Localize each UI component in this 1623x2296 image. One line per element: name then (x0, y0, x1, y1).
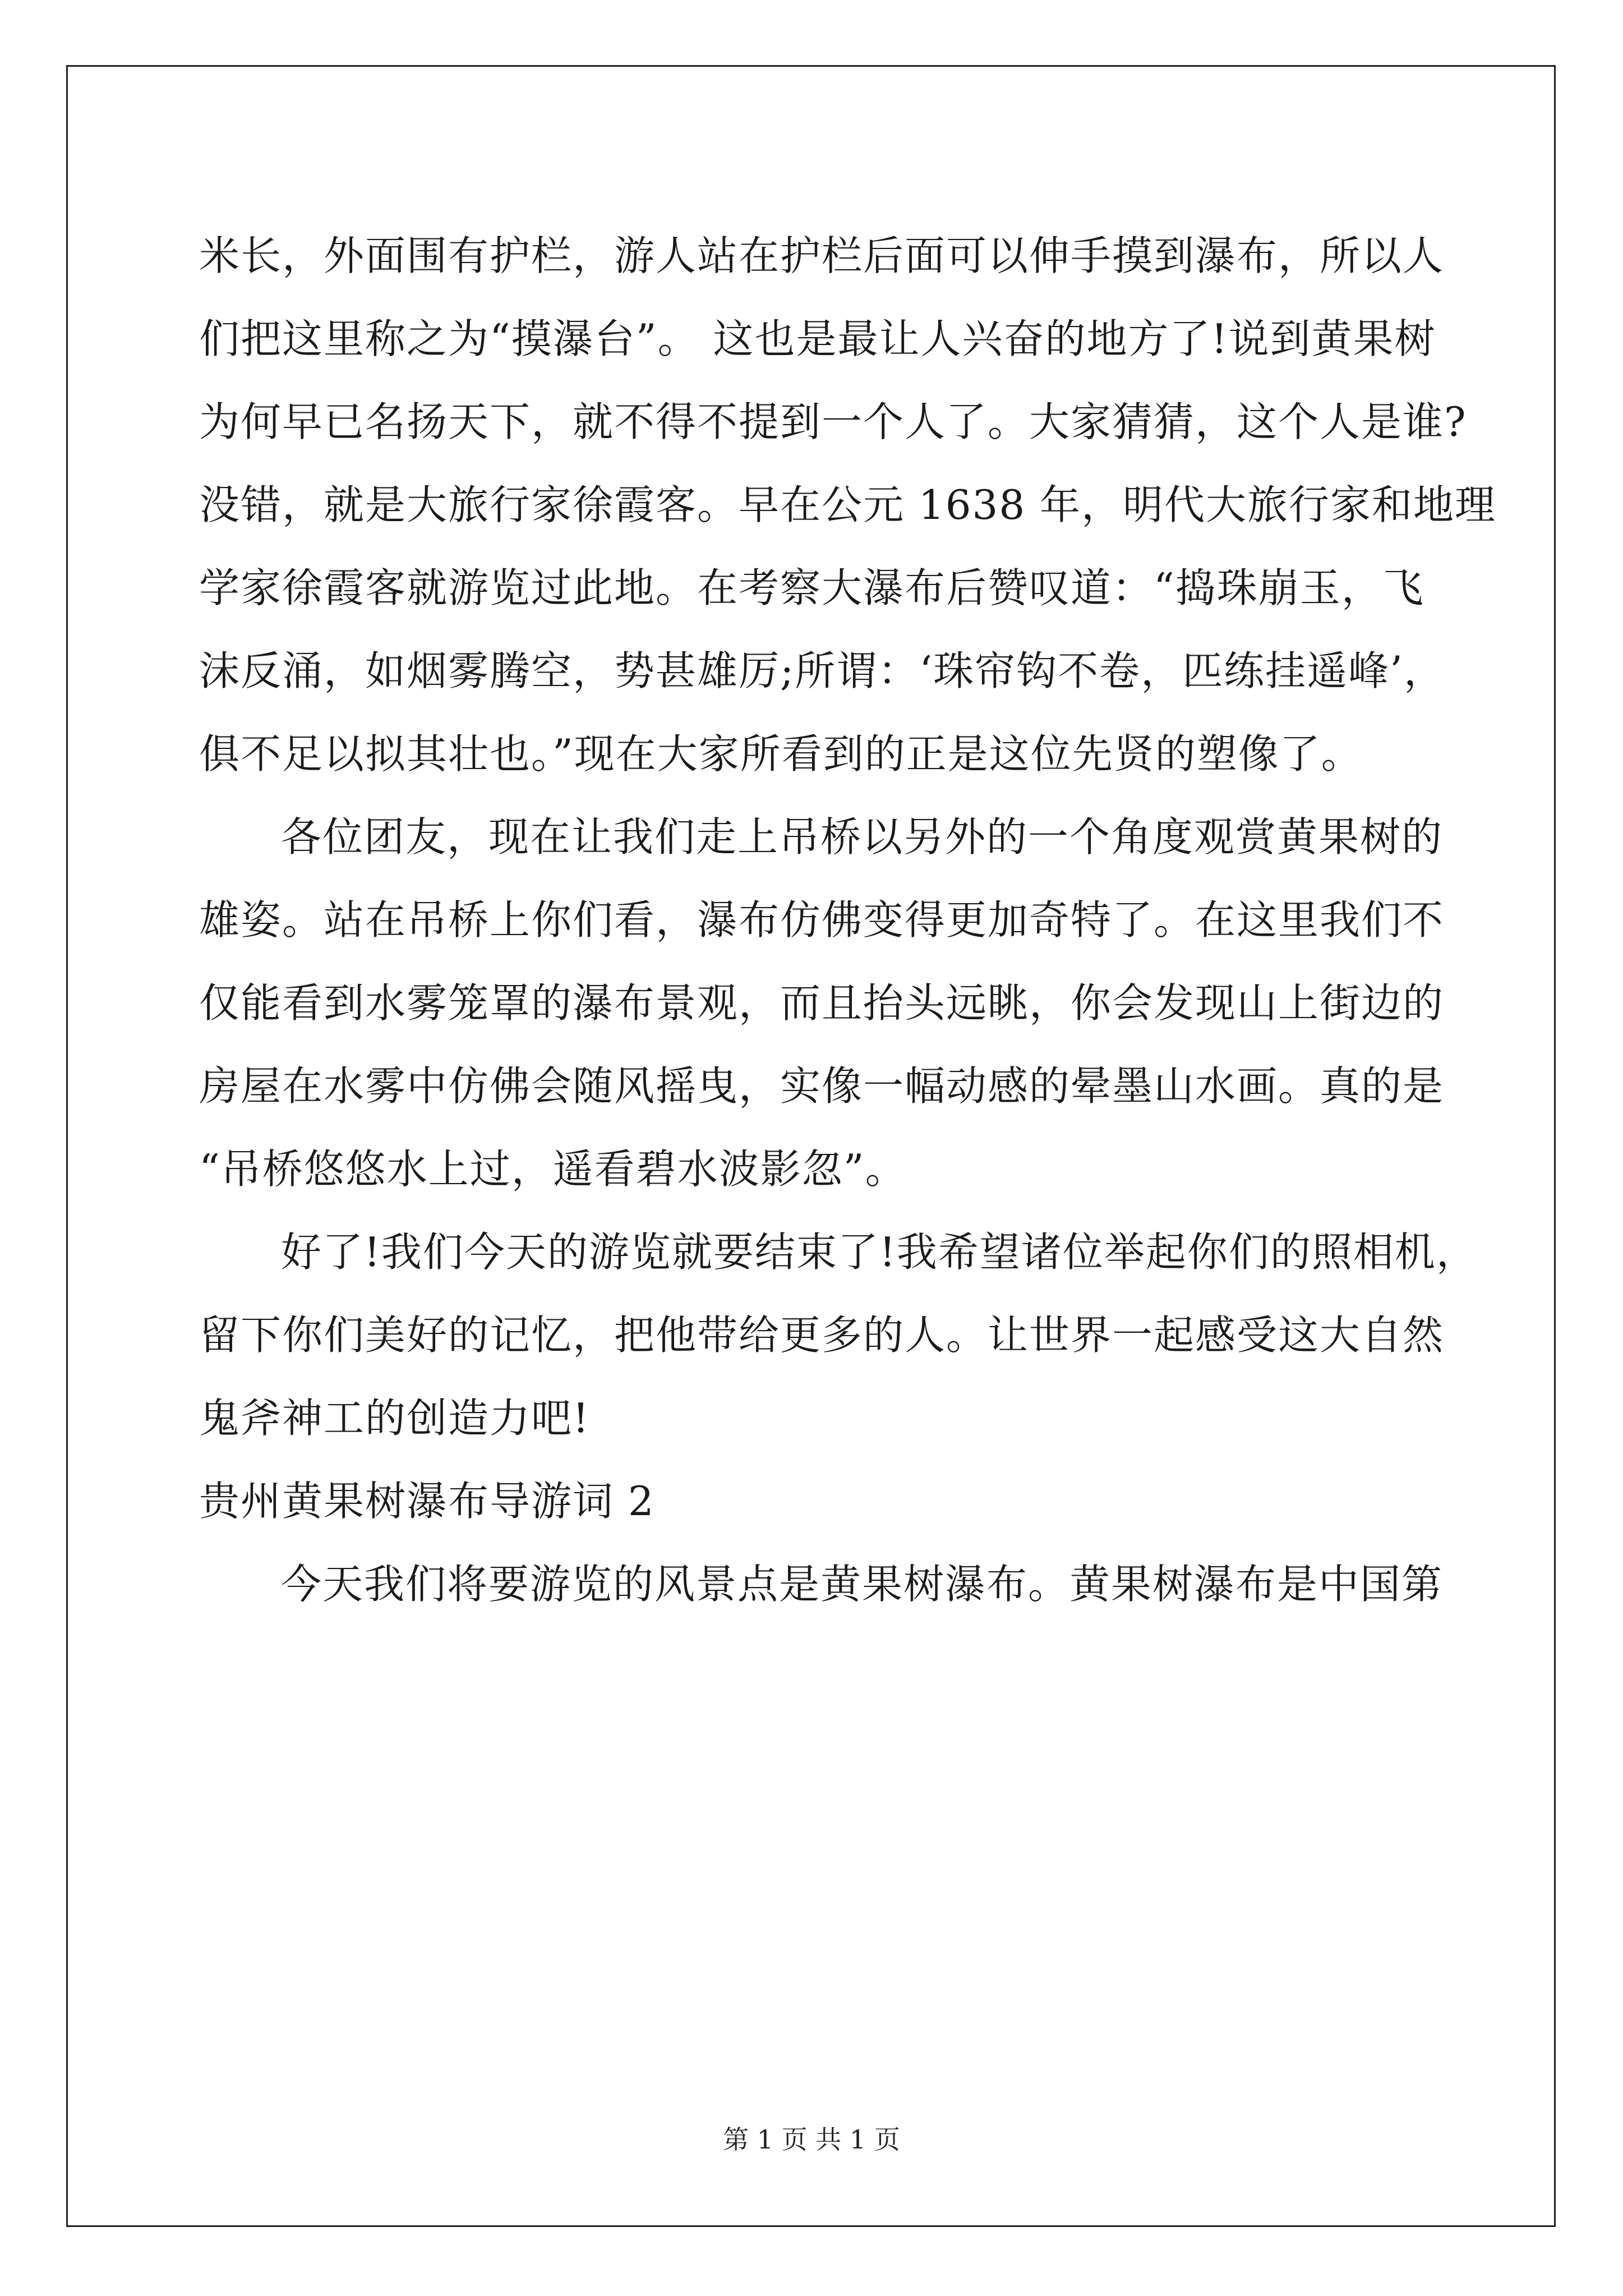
text-line: 学家徐霞客就游览过此地。在考察大瀑布后赞叹道：“捣珠崩玉，飞 (199, 564, 1424, 611)
text-line: 们把这里称之为“摸瀑台”。 这也是最让人兴奋的地方了!说到黄果树 (199, 315, 1436, 362)
text-line: 鬼斧神工的创造力吧! (199, 1395, 590, 1442)
paragraph-start-line: 好了!我们今天的游览就要结束了!我希望诸位举起你们的照相机， (281, 1228, 1478, 1276)
page-footer: 第 1 页 共 1 页 (723, 2124, 900, 2155)
text-line: 没错，就是大旅行家徐霞客。早在公元 1638 年，明代大旅行家和地理 (199, 481, 1497, 528)
text-line: “吊桥悠悠水上过，遥看碧水波影忽”。 (199, 1145, 907, 1193)
paragraph-start-line: 各位团友，现在让我们走上吊桥以另外的一个角度观赏黄果树的 (281, 813, 1444, 861)
text-line: 俱不足以拟其壮也。”现在大家所看到的正是这位先贤的塑像了。 (199, 730, 1363, 777)
text-line: 为何早已名扬天下，就不得不提到一个人了。大家猜猜，这个人是谁? (199, 398, 1467, 445)
section-heading: 贵州黄果树瀑布导游词 2 (199, 1478, 655, 1525)
text-line: 雄姿。站在吊桥上你们看，瀑布仿佛变得更加奇特了。在这里我们不 (199, 896, 1445, 944)
paragraph-start-line: 今天我们将要游览的风景点是黄果树瀑布。黄果树瀑布是中国第 (281, 1561, 1444, 1608)
text-line: 留下你们美好的记忆，把他带给更多的人。让世界一起感受这大自然 (199, 1312, 1445, 1359)
text-line: 沫反涌，如烟雾腾空，势甚雄厉;所谓：‘珠帘钩不卷，匹练挂遥峰’， (199, 647, 1446, 694)
document-body (199, 214, 1497, 1626)
text-line: 房屋在水雾中仿佛会随风摇曳，实像一幅动感的晕墨山水画。真的是 (199, 1062, 1445, 1110)
text-line: 米长，外面围有护栏，游人站在护栏后面可以伸手摸到瀑布，所以人 (199, 232, 1445, 279)
text-line: 仅能看到水雾笼罩的瀑布景观，而且抬头远眺，你会发现山上街边的 (199, 979, 1445, 1027)
